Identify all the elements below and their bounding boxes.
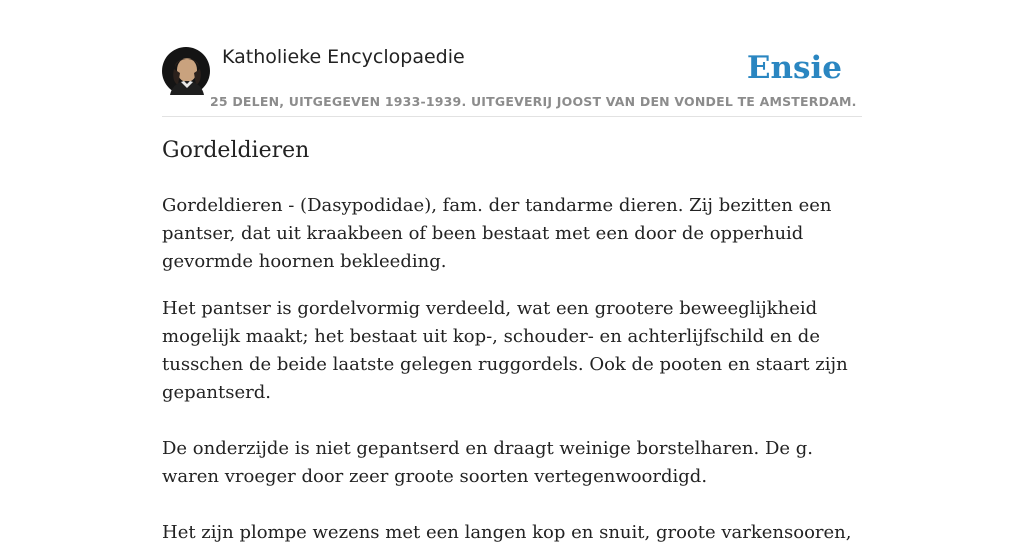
source-title[interactable]: Katholieke Encyclopaedie xyxy=(222,46,465,68)
portrait-avatar-icon-graphic xyxy=(162,47,210,95)
article-body xyxy=(162,192,862,547)
article-paragraph-2: Het pantser is gordelvormig verdeeld, wat een grootere beweeglijkheid mogelijk maakt; het bestaat uit kop-, schouder- en achterlijfschild en de tusschen de beide laatste gelegen ruggordels. Ook de pooten en staart zijn gepantserd. xyxy=(162,298,848,403)
article-paragraph-4: Het zijn plompe wezens met een langen kop en snuit, groote varkensooren, xyxy=(162,522,852,543)
paragraph-spacer xyxy=(162,491,862,519)
article-title: Gordeldieren xyxy=(162,138,310,163)
article-paragraph-1: Gordeldieren - (Dasypodidae), fam. der tandarme dieren. Zij bezitten een pantser, dat uit kraakbeen of been bestaat met een door de opperhuid gevormde hoornen bekleeding. xyxy=(162,195,832,272)
ensie-logo-link[interactable]: Ensie xyxy=(746,50,842,86)
portrait-avatar-icon[interactable] xyxy=(162,47,210,95)
article-paragraph-3: De onderzijde is niet gepantserd en draagt weinige borstelharen. De g. waren vroeger door zeer groote soorten vertegenwoordigd. xyxy=(162,438,814,487)
source-meta: 25 DELEN, UITGEGEVEN 1933-1939. UITGEVERIJ JOOST VAN DEN VONDEL TE AMSTERDAM. xyxy=(210,94,857,109)
paragraph-spacer xyxy=(162,407,862,435)
source-header xyxy=(162,44,862,117)
